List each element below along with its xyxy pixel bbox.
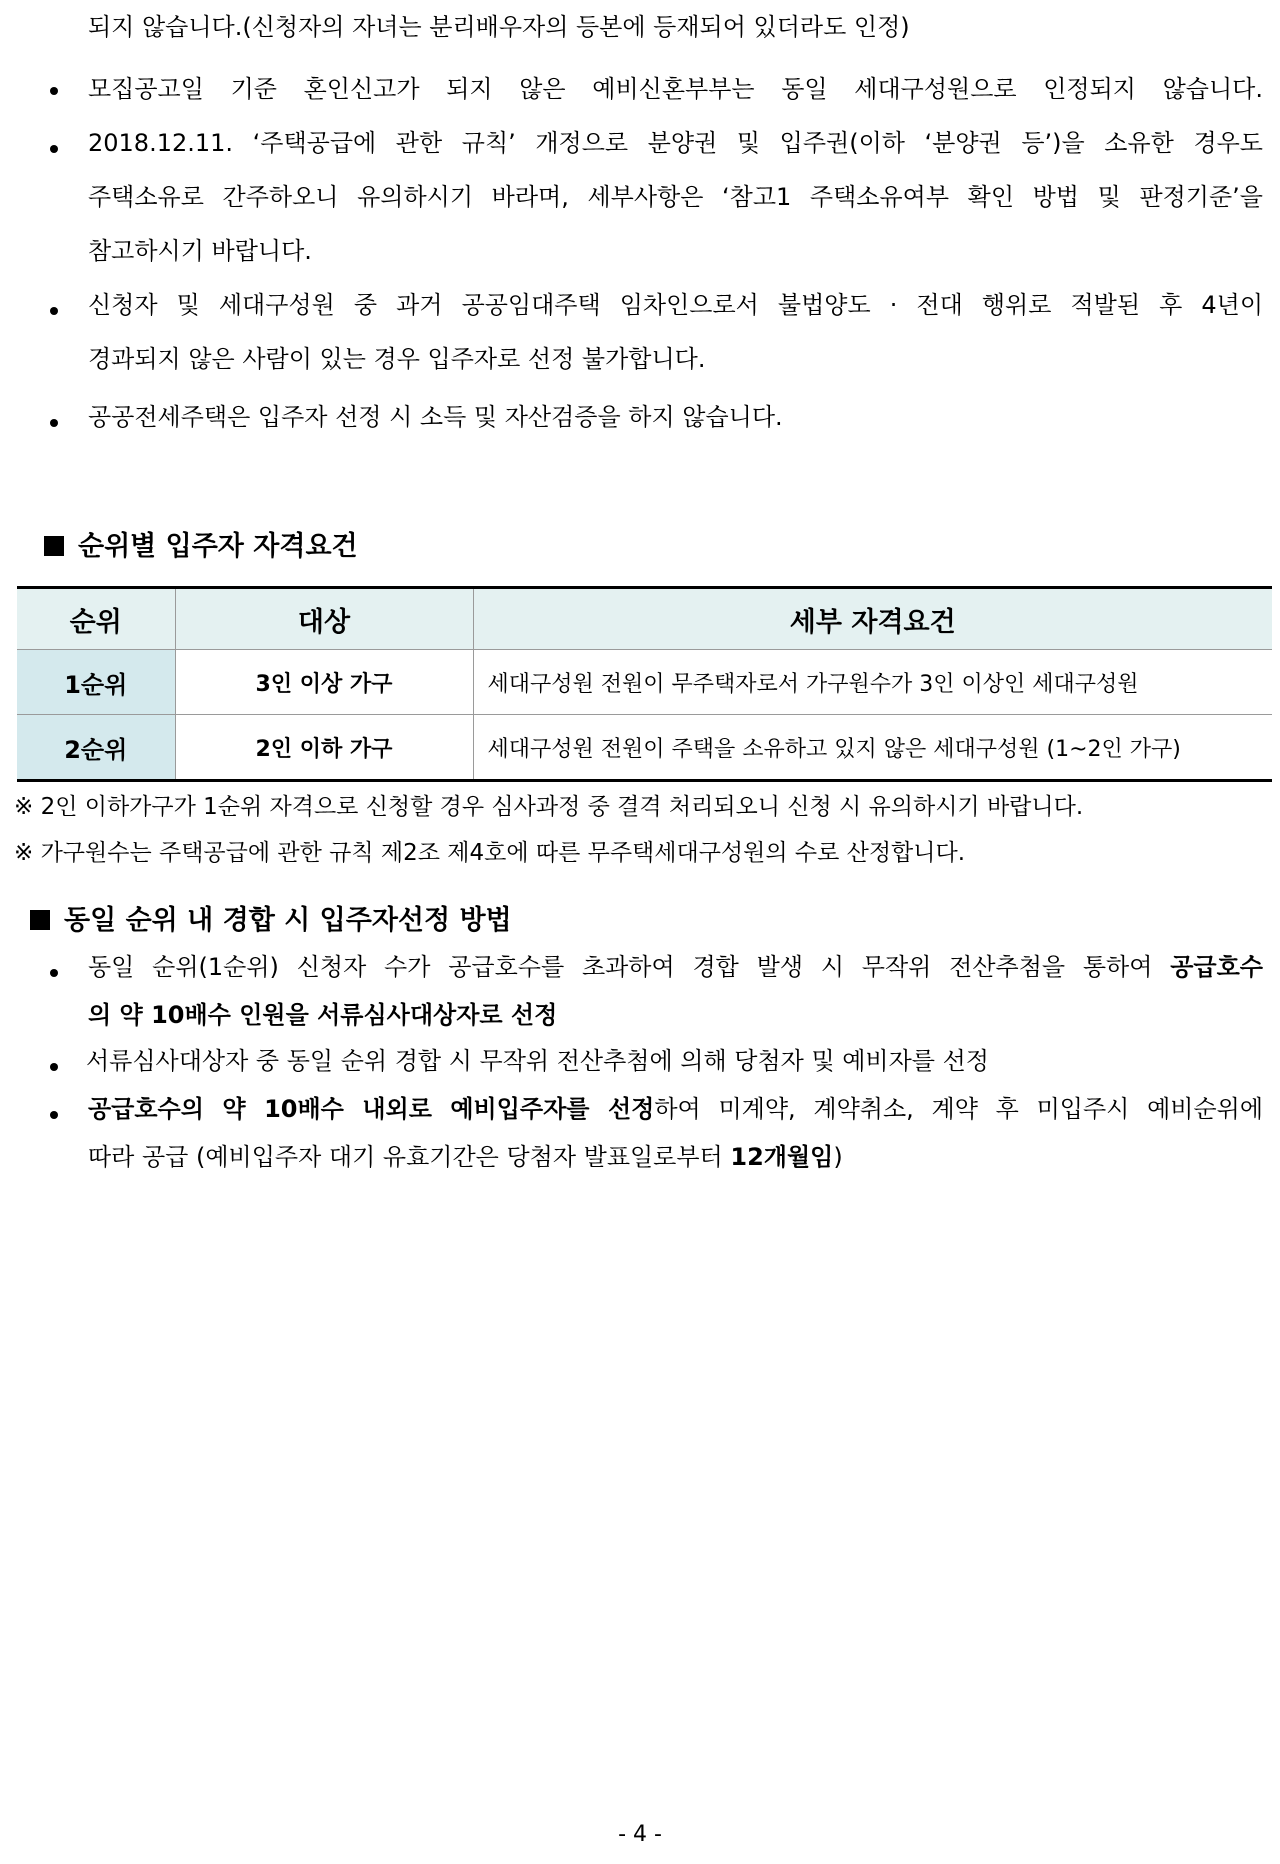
table-note: ※ 2인 이하가구가 1순위 자격으로 신청할 경우 심사과정 중 결격 처리되오니 신청 시 유의하시기 바랍니다.	[14, 794, 1084, 820]
table-row	[17, 715, 1272, 781]
intro-continuation: 되지 않습니다.(신청자의 자녀는 분리배우자의 등본에 등재되어 있더라도 인정)	[88, 13, 910, 41]
text-normal: )	[833, 1143, 843, 1171]
section-title: 순위별 입주자 자격요건	[78, 531, 358, 562]
intro-bullet-1: 모집공고일 기준 혼인신고가 되지 않은 예비신혼부부는 동일 세대구성원으로 인정되지 않습니다.	[88, 75, 1263, 103]
square-bullet-icon	[44, 536, 64, 556]
intro-bullet-3-line-2: 경과되지 않은 사람이 있는 경우 입주자로 선정 불가합니다.	[88, 345, 706, 373]
table-header-row	[17, 588, 1272, 650]
detail-cell: 세대구성원 전원이 주택을 소유하고 있지 않은 세대구성원 (1~2인 가구)	[473, 715, 1272, 781]
text-bold: 공급호수	[1170, 953, 1263, 981]
bullet-dot	[50, 1063, 58, 1071]
method-bullet-3-line-2	[88, 1142, 843, 1172]
section-heading	[30, 904, 512, 938]
method-bullet-3-line-1	[88, 1094, 1263, 1124]
text-bold: 공급호수의 약 10배수 내외로 예비입주자를 선정	[88, 1095, 655, 1123]
column-header: 세부 자격요건	[473, 588, 1272, 650]
intro-bullet-2-line-3: 참고하시기 바랍니다.	[88, 237, 312, 265]
target-cell: 3인 이상 가구	[175, 650, 473, 715]
text-bold: 12개월임	[730, 1143, 834, 1171]
rank-cell: 2순위	[17, 715, 175, 781]
column-header: 대상	[175, 588, 473, 650]
section-title: 동일 순위 내 경합 시 입주자선정 방법	[64, 905, 512, 936]
bullet-dot	[50, 87, 58, 95]
intro-bullet-2-line-2: 주택소유로 간주하오니 유의하시기 바라며, 세부사항은 ‘참고1 주택소유여부 확인 방법 및 판정기준’을	[88, 183, 1263, 211]
method-bullet-2: 서류심사대상자 중 동일 순위 경합 시 무작위 전산추첨에 의해 당첨자 및 예비자를 선정	[86, 1047, 989, 1075]
text-normal: 따라 공급 (예비입주자 대기 유효기간은 당첨자 발표일로부터	[88, 1143, 723, 1171]
square-bullet-icon	[30, 910, 50, 930]
intro-bullet-4: 공공전세주택은 입주자 선정 시 소득 및 자산검증을 하지 않습니다.	[88, 403, 783, 431]
bullet-dot	[50, 145, 58, 153]
method-bullet-1-line-1	[88, 952, 1263, 982]
text-normal: 동일 순위(1순위) 신청자 수가 공급호수를 초과하여 경합 발생 시 무작위 전산추첨을 통하여	[88, 953, 1153, 981]
target-cell: 2인 이하 가구	[175, 715, 473, 781]
bullet-dot	[50, 419, 58, 427]
method-bullet-1-line-2	[88, 1000, 557, 1030]
column-header: 순위	[17, 588, 175, 650]
bullet-dot	[50, 1111, 58, 1119]
text-normal: 하여 미계약, 계약취소, 계약 후 미입주시 예비순위에	[654, 1095, 1263, 1123]
intro-bullet-3-line-1: 신청자 및 세대구성원 중 과거 공공임대주택 임차인으로서 불법양도 · 전대 행위로 적발된 후 4년이	[88, 291, 1263, 319]
table-row	[17, 650, 1272, 715]
intro-bullet-2-line-1: 2018.12.11. ‘주택공급에 관한 규칙’ 개정으로 분양권 및 입주권(이하 ‘분양권 등’)을 소유한 경우도	[88, 129, 1263, 157]
detail-cell: 세대구성원 전원이 무주택자로서 가구원수가 3인 이상인 세대구성원	[473, 650, 1272, 715]
table-note: ※ 가구원수는 주택공급에 관한 규칙 제2조 제4호에 따른 무주택세대구성원의 수로 산정합니다.	[14, 840, 966, 866]
page-number: - 4 -	[618, 1822, 662, 1847]
bullet-dot	[50, 307, 58, 315]
rank-cell: 1순위	[17, 650, 175, 715]
eligibility-table	[17, 586, 1272, 782]
text-bold: 의 약 10배수 인원을 서류심사대상자로 선정	[88, 1001, 558, 1029]
bullet-dot	[50, 969, 58, 977]
section-heading	[44, 530, 358, 564]
